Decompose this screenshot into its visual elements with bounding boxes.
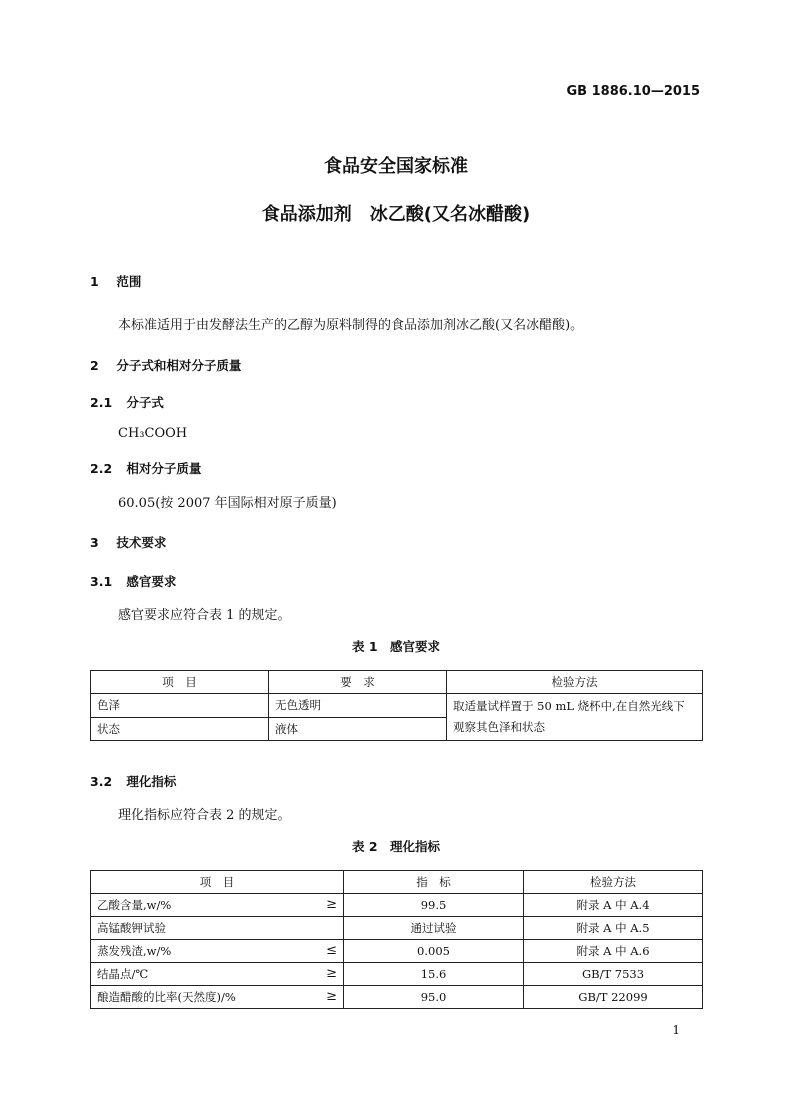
value-cell: 99.5	[344, 894, 524, 917]
section-3-1-heading	[90, 572, 176, 590]
section-number: 1	[90, 274, 99, 289]
section-title: 范围	[116, 274, 142, 289]
comparison-symbol: ≥	[326, 897, 337, 912]
item-label: 酿造醋酸的比率(天然度)/%	[97, 990, 236, 1004]
section-3-heading	[90, 533, 166, 551]
column-header: 项 目	[91, 671, 269, 694]
section-number: 3.1	[90, 574, 113, 589]
section-number: 2.2	[90, 461, 113, 476]
section-title: 理化指标	[126, 774, 177, 789]
comparison-symbol: ≤	[326, 943, 337, 958]
document-subtitle: 食品添加剂 冰乙酸(又名冰醋酸)	[261, 204, 531, 225]
item-label: 乙酸含量,w/%	[97, 898, 172, 912]
page-number: 1	[672, 1023, 680, 1037]
table-row	[91, 963, 703, 986]
item-label: 高锰酸钾试验	[97, 921, 166, 935]
section-3-1-body: 感官要求应符合表 1 的规定。	[118, 608, 291, 623]
item-cell: 状态	[91, 717, 269, 741]
document-title: 食品安全国家标准	[324, 156, 468, 177]
item-label: 蒸发残渣,w/%	[97, 944, 172, 958]
table-header-row	[91, 671, 703, 694]
section-number: 3.2	[90, 774, 113, 789]
section-2-1-heading	[90, 393, 164, 411]
column-header: 指 标	[344, 871, 524, 894]
section-title: 分子式和相对分子质量	[116, 358, 242, 373]
column-header: 项 目	[91, 871, 344, 894]
item-cell	[91, 963, 344, 986]
comparison-symbol: ≥	[326, 989, 337, 1004]
standard-code: GB 1886.10—2015	[566, 84, 700, 99]
sensory-requirements-table	[90, 670, 703, 741]
table-row	[91, 917, 703, 940]
item-cell	[91, 917, 344, 940]
section-3-2-heading	[90, 772, 176, 790]
item-label: 结晶点/℃	[97, 967, 149, 981]
item-cell	[91, 940, 344, 963]
requirement-cell: 液体	[269, 717, 447, 741]
molecular-formula: CH₃COOH	[118, 426, 188, 441]
section-1-heading	[90, 272, 141, 290]
method-cell: GB/T 22099	[524, 986, 703, 1009]
physicochemical-indicators-table	[90, 870, 703, 1009]
value-cell: 15.6	[344, 963, 524, 986]
method-cell: 附录 A 中 A.5	[524, 917, 703, 940]
section-2-2-heading	[90, 459, 201, 477]
table-header-row	[91, 871, 703, 894]
item-cell	[91, 894, 344, 917]
table-row	[91, 694, 703, 718]
value-cell: 通过试验	[344, 917, 524, 940]
column-header: 检验方法	[447, 671, 703, 694]
value-cell: 0.005	[344, 940, 524, 963]
method-cell: 附录 A 中 A.4	[524, 894, 703, 917]
item-cell	[91, 986, 344, 1009]
value-cell: 95.0	[344, 986, 524, 1009]
table-2-caption: 表 2 理化指标	[351, 839, 441, 854]
section-title: 分子式	[126, 395, 164, 410]
column-header: 要 求	[269, 671, 447, 694]
requirement-cell: 无色透明	[269, 694, 447, 718]
molecular-weight: 60.05(按 2007 年国际相对原子质量)	[118, 496, 337, 511]
column-header: 检验方法	[524, 871, 703, 894]
section-3-2-body: 理化指标应符合表 2 的规定。	[118, 808, 291, 823]
method-cell: GB/T 7533	[524, 963, 703, 986]
section-number: 2	[90, 358, 99, 373]
section-title: 相对分子质量	[126, 461, 202, 476]
section-1-body: 本标准适用于由发酵法生产的乙醇为原料制得的食品添加剂冰乙酸(又名冰醋酸)。	[118, 318, 584, 333]
method-cell: 附录 A 中 A.6	[524, 940, 703, 963]
section-2-heading	[90, 356, 241, 374]
method-cell: 取适量试样置于 50 mL 烧杯中,在自然光线下观察其色泽和状态	[447, 694, 703, 741]
section-number: 3	[90, 535, 99, 550]
section-title: 技术要求	[116, 535, 167, 550]
table-row	[91, 940, 703, 963]
item-cell: 色泽	[91, 694, 269, 718]
section-number: 2.1	[90, 395, 113, 410]
table-1-caption: 表 1 感官要求	[351, 639, 441, 654]
table-row	[91, 986, 703, 1009]
comparison-symbol: ≥	[326, 966, 337, 981]
section-title: 感官要求	[126, 574, 177, 589]
table-row	[91, 894, 703, 917]
